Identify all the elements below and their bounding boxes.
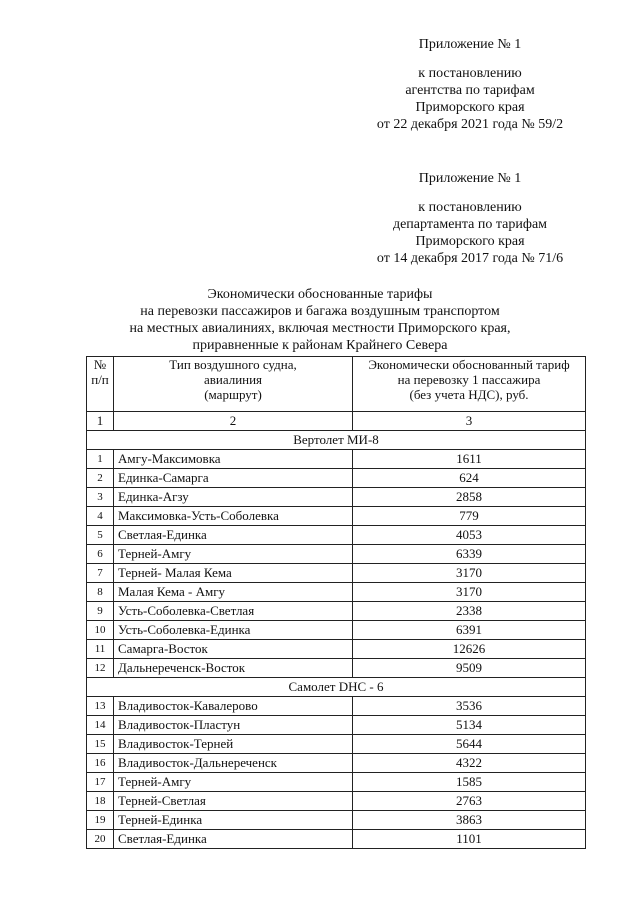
appendix-line: от 14 декабря 2017 года № 71/6	[376, 251, 564, 266]
row-number: 12	[87, 659, 114, 678]
route-name: Амгу-Максимовка	[114, 450, 353, 469]
appendix-line: Приморского края	[415, 234, 525, 249]
appendix-line: к постановлению	[418, 200, 522, 215]
aircraft-type: Вертолет МИ-8	[87, 431, 586, 450]
table-row	[87, 450, 586, 469]
table-row	[87, 526, 586, 545]
route-name: Владивосток-Дальнереченск	[114, 754, 353, 773]
tariff-value: 1585	[353, 773, 586, 792]
tariff-value: 2763	[353, 792, 586, 811]
route-name: Усть-Соболевка-Светлая	[114, 602, 353, 621]
title-line: Экономически обоснованные тарифы	[207, 287, 433, 302]
tariff-value: 5134	[353, 716, 586, 735]
tariff-value: 4322	[353, 754, 586, 773]
tariff-value: 3170	[353, 564, 586, 583]
row-number: 20	[87, 830, 114, 849]
header-line: Тип воздушного судна,	[169, 357, 297, 372]
row-number: 11	[87, 640, 114, 659]
appendix-line: Приморского края	[415, 100, 525, 115]
row-number: 15	[87, 735, 114, 754]
table-row	[87, 564, 586, 583]
row-number: 9	[87, 602, 114, 621]
title-line: приравненные к районам Крайнего Севера	[192, 338, 448, 353]
row-number: 14	[87, 716, 114, 735]
route-name: Терней-Амгу	[114, 773, 353, 792]
table-row	[87, 830, 586, 849]
column-index: 3	[353, 412, 586, 431]
tariff-value: 9509	[353, 659, 586, 678]
header-line: №	[93, 357, 107, 372]
route-name: Светлая-Единка	[114, 526, 353, 545]
route-name: Максимовка-Усть-Соболевка	[114, 507, 353, 526]
route-name: Терней-Светлая	[114, 792, 353, 811]
row-number: 10	[87, 621, 114, 640]
tariff-value: 2338	[353, 602, 586, 621]
row-number: 2	[87, 469, 114, 488]
row-number: 18	[87, 792, 114, 811]
table-row	[87, 602, 586, 621]
table-row	[87, 545, 586, 564]
table-row	[87, 811, 586, 830]
title-line: на местных авиалиниях, включая местности Приморского края,	[129, 321, 511, 336]
tariff-value: 624	[353, 469, 586, 488]
column-index-row	[87, 412, 586, 431]
header-line: авиалиния	[203, 372, 263, 387]
table-row	[87, 792, 586, 811]
table-row	[87, 735, 586, 754]
appendix-line: от 22 декабря 2021 года № 59/2	[376, 117, 564, 132]
tariff-value: 1611	[353, 450, 586, 469]
route-name: Светлая-Единка	[114, 830, 353, 849]
route-name: Малая Кема - Амгу	[114, 583, 353, 602]
table-row	[87, 507, 586, 526]
title-line: на перевозки пассажиров и багажа воздушным транспортом	[140, 304, 500, 319]
appendix-heading: Приложение № 1	[418, 171, 522, 186]
table-row	[87, 640, 586, 659]
route-name: Дальнереченск-Восток	[114, 659, 353, 678]
header-tariff	[353, 357, 586, 412]
table-row	[87, 754, 586, 773]
row-number: 4	[87, 507, 114, 526]
route-name: Терней- Малая Кема	[114, 564, 353, 583]
header-line: п/п	[91, 372, 109, 387]
route-name: Владивосток-Пластун	[114, 716, 353, 735]
row-number: 19	[87, 811, 114, 830]
appendix-line: агентства по тарифам	[405, 83, 535, 98]
table-row	[87, 716, 586, 735]
tariff-value: 1101	[353, 830, 586, 849]
appendix-block-2	[360, 170, 580, 267]
row-number: 6	[87, 545, 114, 564]
tariff-value: 3863	[353, 811, 586, 830]
header-route	[114, 357, 353, 412]
tariff-value: 6391	[353, 621, 586, 640]
column-index: 2	[114, 412, 353, 431]
route-name: Терней-Амгу	[114, 545, 353, 564]
header-number	[87, 357, 114, 412]
table-row	[87, 697, 586, 716]
route-name: Единка-Агзу	[114, 488, 353, 507]
header-line: на перевозку 1 пассажира	[397, 372, 541, 387]
table-row	[87, 621, 586, 640]
header-line: Экономически обоснованный тариф	[368, 357, 570, 372]
group-row	[87, 678, 586, 697]
tariff-value: 3536	[353, 697, 586, 716]
column-index: 1	[87, 412, 114, 431]
appendix-line: к постановлению	[418, 66, 522, 81]
route-name: Единка-Самарга	[114, 469, 353, 488]
appendix-line: департамента по тарифам	[392, 217, 548, 232]
table-row	[87, 773, 586, 792]
table-header-row	[87, 357, 586, 412]
tariff-table	[86, 356, 586, 849]
route-name: Владивосток-Кавалерово	[114, 697, 353, 716]
tariff-value: 6339	[353, 545, 586, 564]
row-number: 1	[87, 450, 114, 469]
table-row	[87, 488, 586, 507]
table-row	[87, 583, 586, 602]
tariff-value: 4053	[353, 526, 586, 545]
row-number: 16	[87, 754, 114, 773]
header-line: (маршрут)	[204, 387, 262, 402]
route-name: Усть-Соболевка-Единка	[114, 621, 353, 640]
table-row	[87, 659, 586, 678]
appendix-block-1	[360, 36, 580, 133]
row-number: 13	[87, 697, 114, 716]
route-name: Терней-Единка	[114, 811, 353, 830]
tariff-value: 2858	[353, 488, 586, 507]
group-row	[87, 431, 586, 450]
row-number: 8	[87, 583, 114, 602]
row-number: 3	[87, 488, 114, 507]
header-line: (без учета НДС), руб.	[409, 387, 529, 402]
table-body	[87, 431, 586, 849]
route-name: Владивосток-Терней	[114, 735, 353, 754]
route-name: Самарга-Восток	[114, 640, 353, 659]
tariff-value: 12626	[353, 640, 586, 659]
row-number: 17	[87, 773, 114, 792]
tariff-value: 5644	[353, 735, 586, 754]
appendix-heading: Приложение № 1	[418, 37, 522, 52]
document-title	[110, 286, 530, 354]
tariff-value: 779	[353, 507, 586, 526]
row-number: 7	[87, 564, 114, 583]
table-row	[87, 469, 586, 488]
row-number: 5	[87, 526, 114, 545]
tariff-value: 3170	[353, 583, 586, 602]
aircraft-type: Самолет DHC - 6	[87, 678, 586, 697]
